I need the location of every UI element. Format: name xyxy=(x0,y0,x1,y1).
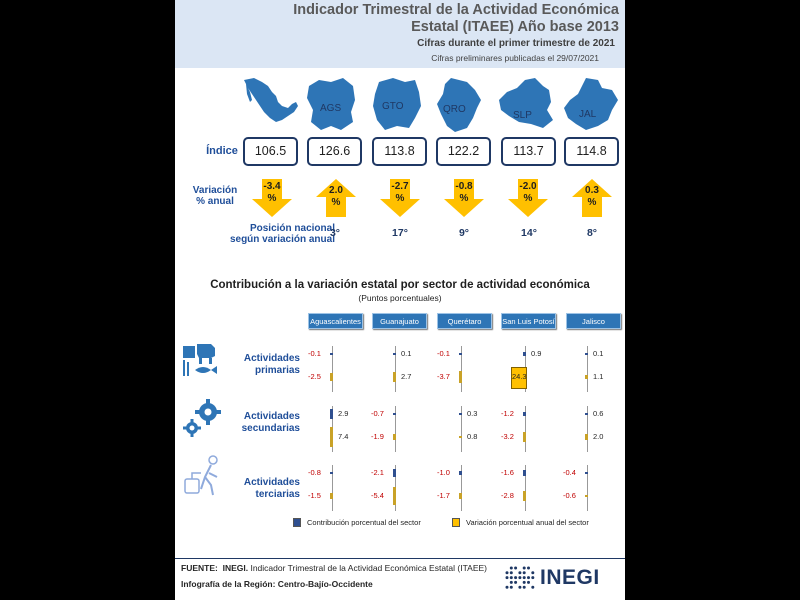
contrib-bar xyxy=(585,353,588,355)
map-label-slp: SLP xyxy=(513,110,532,121)
sector-label-terciarias-line-2: terciarias xyxy=(255,489,300,500)
contrib-bar xyxy=(585,413,588,415)
contrib-bar xyxy=(393,353,396,355)
sector-label-primarias-line-1: Actividades xyxy=(243,353,300,364)
contrib-value-label: -0.8 xyxy=(308,468,321,477)
variation-bar xyxy=(393,487,396,505)
contrib-bar xyxy=(459,353,462,355)
variacion-arrow-4 xyxy=(508,179,548,217)
variacion-value-2: -2.7 xyxy=(391,181,409,192)
sector-label-terciarias-line-1: Actividades xyxy=(243,477,300,488)
variation-value-label: 1.1 xyxy=(593,372,604,381)
sector-label-secundarias-line-2: secundarias xyxy=(241,423,300,434)
variacion-value-4: -2.0 xyxy=(519,181,537,192)
page-title xyxy=(175,2,619,36)
contrib-value-label: 2.9 xyxy=(338,409,349,418)
inegi-logo: INEGI xyxy=(540,566,600,589)
sector-label-secundarias xyxy=(230,411,300,435)
contrib-value-label: 0.1 xyxy=(593,349,604,358)
rank-ags: 3° xyxy=(329,227,341,239)
variation-bar xyxy=(523,432,526,443)
variacion-unit-4: % xyxy=(523,193,533,204)
variacion-arrow-0 xyxy=(252,179,292,217)
variation-value-label: 24.3 xyxy=(512,372,527,381)
contrib-bar xyxy=(585,472,588,474)
source-org: INEGI. xyxy=(222,563,249,573)
variacion-value-3: -0.8 xyxy=(455,181,473,192)
contrib-value-label: -2.1 xyxy=(371,468,384,477)
variation-value-label: -1.7 xyxy=(437,491,450,500)
state-button-san-luis-potosi: San Luis Potosí xyxy=(501,313,556,329)
contrib-value-label: -1.0 xyxy=(437,468,450,477)
variation-bar xyxy=(459,371,462,384)
jalisco-map-icon xyxy=(562,76,620,132)
variacion-unit-2: % xyxy=(395,193,405,204)
variation-value-label: 7.4 xyxy=(338,432,349,441)
variacion-label-line-1: Variación xyxy=(192,185,238,196)
variacion-unit-1: % xyxy=(331,197,341,208)
contrib-value-label: -1.2 xyxy=(501,409,514,418)
san-luis-potosi-map-icon xyxy=(495,76,555,132)
variation-value-label: 2.0 xyxy=(593,432,604,441)
legend-contrib-swatch xyxy=(293,518,301,527)
variation-value-label: -2.8 xyxy=(501,491,514,500)
variation-bar xyxy=(393,372,396,381)
contrib-bar xyxy=(523,352,526,355)
source-text: Indicador Trimestral de la Actividad Económica Estatal (ITAEE) xyxy=(250,563,487,573)
posicion-label-line-2: según variación anual xyxy=(229,234,335,245)
variation-value-label: -1.5 xyxy=(308,491,321,500)
contribution-title: Contribución a la variación estatal por sector de actividad económica xyxy=(210,279,590,291)
variation-value-label: -3.7 xyxy=(437,372,450,381)
contrib-bar xyxy=(330,353,333,355)
legend-variacion-swatch xyxy=(452,518,460,527)
rank-jal: 8° xyxy=(586,227,598,239)
source-prefix: FUENTE: xyxy=(181,563,218,573)
contrib-value-label: -0.7 xyxy=(371,409,384,418)
contrib-bar xyxy=(523,412,526,416)
posicion-label-line-1: Posición nacional xyxy=(249,223,335,234)
state-button-guanajuato: Guanajuato xyxy=(372,313,427,329)
contrib-value-label: -1.6 xyxy=(501,468,514,477)
map-label-jal: JAL xyxy=(579,109,597,120)
variacion-arrow-3 xyxy=(444,179,484,217)
contrib-bar xyxy=(330,472,333,475)
indice-box-national: 106.5 xyxy=(243,137,298,166)
variacion-unit-3: % xyxy=(459,193,469,204)
variation-bar xyxy=(585,434,588,441)
variacion-arrow-1 xyxy=(316,179,356,217)
indice-box-gto: 113.8 xyxy=(372,137,427,166)
contrib-bar xyxy=(459,413,462,415)
rank-gto: 17° xyxy=(392,227,408,239)
contrib-value-label: 0.1 xyxy=(401,349,412,358)
infographic-region-note: Infografía de la Región: Centro-Bajío-Occidente xyxy=(181,579,373,589)
map-label-ags: AGS xyxy=(320,103,342,114)
contrib-value-label: 0.9 xyxy=(531,349,542,358)
variation-bar xyxy=(523,491,526,501)
traveler-services-icon xyxy=(181,455,225,497)
inegi-logo-dots-icon xyxy=(505,566,537,590)
variation-bar xyxy=(393,434,396,440)
infographic-page xyxy=(175,0,625,600)
contrib-bar xyxy=(393,413,396,415)
variacion-value-1: 2.0 xyxy=(329,185,343,196)
variation-bar xyxy=(330,427,333,447)
indice-box-slp: 113.7 xyxy=(501,137,556,166)
indice-label: Índice xyxy=(206,145,238,157)
map-label-gto: GTO xyxy=(382,101,404,112)
contrib-value-label: 0.3 xyxy=(467,409,478,418)
title-line-2: Estatal (ITAEE) Año base 2013 xyxy=(411,19,619,35)
rank-qro: 9° xyxy=(458,227,470,239)
mexico-map-icon xyxy=(242,76,300,126)
variation-bar xyxy=(330,493,333,498)
page-subtitle: Cifras durante el primer trimestre de 2021 xyxy=(417,38,615,49)
variacion-arrow-2 xyxy=(380,179,420,217)
variation-value-label: 2.7 xyxy=(401,372,412,381)
variacion-label xyxy=(180,185,250,207)
footer-divider xyxy=(175,558,625,559)
variation-bar xyxy=(459,436,462,439)
preliminary-note: Cifras preliminares publicadas el 29/07/2021 xyxy=(431,53,599,63)
title-line-1: Indicador Trimestral de la Actividad Económica xyxy=(293,2,619,18)
variation-bar xyxy=(330,373,333,382)
contrib-bar xyxy=(330,409,333,419)
legend-contrib-label: Contribución porcentual del sector xyxy=(307,518,421,527)
variacion-arrow-5 xyxy=(572,179,612,217)
variation-value-label: -0.6 xyxy=(563,491,576,500)
variacion-value-0: -3.4 xyxy=(263,181,281,192)
state-button-aguascalientes: Aguascalientes xyxy=(308,313,363,329)
sector-label-secundarias-line-1: Actividades xyxy=(243,411,300,422)
variacion-value-5: 0.3 xyxy=(585,185,599,196)
agriculture-icon xyxy=(181,340,225,380)
sector-label-primarias-line-2: primarias xyxy=(254,365,300,376)
legend-variacion-label: Variación porcentual anual del sector xyxy=(466,518,589,527)
variation-value-label: -5.4 xyxy=(371,491,384,500)
industry-gears-icon xyxy=(182,398,222,438)
contrib-value-label: -0.4 xyxy=(563,468,576,477)
contrib-bar xyxy=(393,469,396,476)
contrib-value-label: -0.1 xyxy=(308,349,321,358)
contribution-subtitle: (Puntos porcentuales) xyxy=(358,293,442,303)
variation-bar xyxy=(585,495,588,497)
sector-label-primarias xyxy=(230,353,300,377)
variacion-unit-0: % xyxy=(267,193,277,204)
source-note xyxy=(181,563,487,573)
indice-box-jal: 114.8 xyxy=(564,137,619,166)
contrib-value-label: 0.6 xyxy=(593,409,604,418)
map-label-qro: QRO xyxy=(443,104,466,115)
sector-label-terciarias xyxy=(230,477,300,501)
variation-value-label: -1.9 xyxy=(371,432,384,441)
variation-bar xyxy=(459,493,462,499)
variacion-label-line-2: % anual xyxy=(196,196,234,207)
state-button-jalisco: Jalisco xyxy=(566,313,621,329)
variation-value-label: 0.8 xyxy=(467,432,478,441)
contrib-bar xyxy=(523,470,526,475)
indice-box-ags: 126.6 xyxy=(307,137,362,166)
variacion-unit-5: % xyxy=(587,197,597,208)
indice-box-qro: 122.2 xyxy=(436,137,491,166)
variation-value-label: -2.5 xyxy=(308,372,321,381)
variation-bar xyxy=(585,375,588,379)
variation-value-label: -3.2 xyxy=(501,432,514,441)
contrib-bar xyxy=(459,471,462,474)
state-button-queretaro: Querétaro xyxy=(437,313,492,329)
contrib-value-label: -0.1 xyxy=(437,349,450,358)
rank-slp: 14° xyxy=(521,227,537,239)
